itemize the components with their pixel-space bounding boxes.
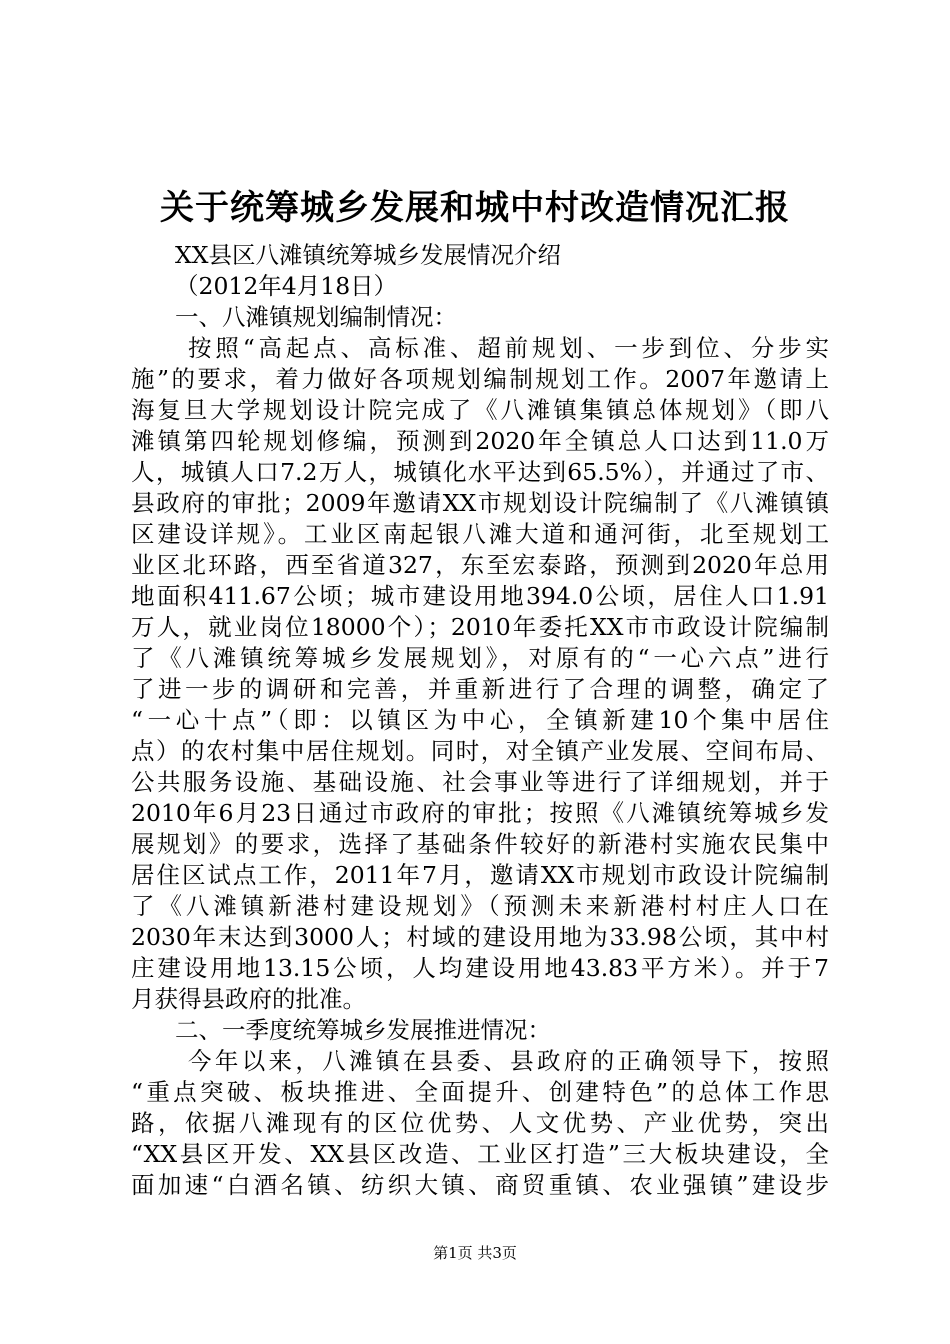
text-line: 二、一季度统筹城乡发展推进情况： <box>175 1016 551 1044</box>
text-line: 今年以来，八滩镇在县委、县政府的正确领导下，按照 <box>188 1047 829 1075</box>
text-line: 了进一步的调研和完善，并重新进行了合理的调整，确定了 <box>131 675 829 703</box>
document-title: 关于统筹城乡发展和城中村改造情况汇报 <box>160 188 790 228</box>
text-line: “重点突破、板块推进、全面提升、创建特色”的总体工作思 <box>131 1078 829 1106</box>
text-line: 海复旦大学规划设计院完成了《八滩镇集镇总体规划》（即八 <box>131 396 829 424</box>
text-line: 地面积411.67公顷；城市建设用地394.0公顷，居住人口1.91 <box>131 582 829 610</box>
text-line: 2010年6月23日通过市政府的审批；按照《八滩镇统筹城乡发 <box>131 799 829 827</box>
text-line: 县政府的审批；2009年邀请XX市规划设计院编制了《八滩镇镇 <box>131 489 829 517</box>
text-line: 2030年末达到3000人；村域的建设用地为33.98公顷，其中村 <box>131 923 829 951</box>
text-line: 路，依据八滩现有的区位优势、人文优势、产业优势，突出 <box>131 1109 829 1137</box>
text-line: 人，城镇人口7.2万人，城镇化水平达到65.5%），并通过了市、 <box>131 458 829 486</box>
text-line: 点）的农村集中居住规划。同时，对全镇产业发展、空间布局、 <box>131 737 829 765</box>
text-line: 滩镇第四轮规划修编，预测到2020年全镇总人口达到11.0万 <box>131 427 829 455</box>
text-line: 了《八滩镇新港村建设规划》（预测未来新港村村庄人口在 <box>131 892 829 920</box>
text-line: “一心十点”（即：以镇区为中心，全镇新建10个集中居住 <box>131 706 829 734</box>
text-line: （2012年4月18日） <box>175 272 398 300</box>
text-line: 业区北环路，西至省道327，东至宏泰路，预测到2020年总用 <box>131 551 829 579</box>
text-line: 居住区试点工作，2011年7月，邀请XX市规划市政设计院编制 <box>131 861 829 889</box>
text-line: 了《八滩镇统筹城乡发展规划》，对原有的“一心六点”进行 <box>131 644 829 672</box>
text-line: 一、八滩镇规划编制情况： <box>175 303 457 331</box>
text-line: 公共服务设施、基础设施、社会事业等进行了详细规划，并于 <box>131 768 829 796</box>
text-line: 面加速“白酒名镇、纺织大镇、商贸重镇、农业强镇”建设步 <box>131 1171 829 1199</box>
text-line: “XX县区开发、XX县区改造、工业区打造”三大板块建设，全 <box>131 1140 829 1168</box>
text-line: 月获得县政府的批准。 <box>131 985 366 1013</box>
text-line: 展规划》的要求，选择了基础条件较好的新港村实施农民集中 <box>131 830 829 858</box>
text-line: 庄建设用地13.15公顷，人均建设用地43.83平方米）。并于7 <box>131 954 829 982</box>
page-footer: 第1页 共3页 <box>433 1244 517 1262</box>
text-line: XX县区八滩镇统筹城乡发展情况介绍 <box>175 241 561 269</box>
text-line: 区建设详规》。工业区南起银八滩大道和通河街，北至规划工 <box>131 520 829 548</box>
text-line: 按照“高起点、高标准、超前规划、一步到位、分步实 <box>188 334 829 362</box>
text-line: 施”的要求，着力做好各项规划编制规划工作。2007年邀请上 <box>131 365 829 393</box>
text-line: 万人，就业岗位18000个）；2010年委托XX市市政设计院编制 <box>131 613 829 641</box>
